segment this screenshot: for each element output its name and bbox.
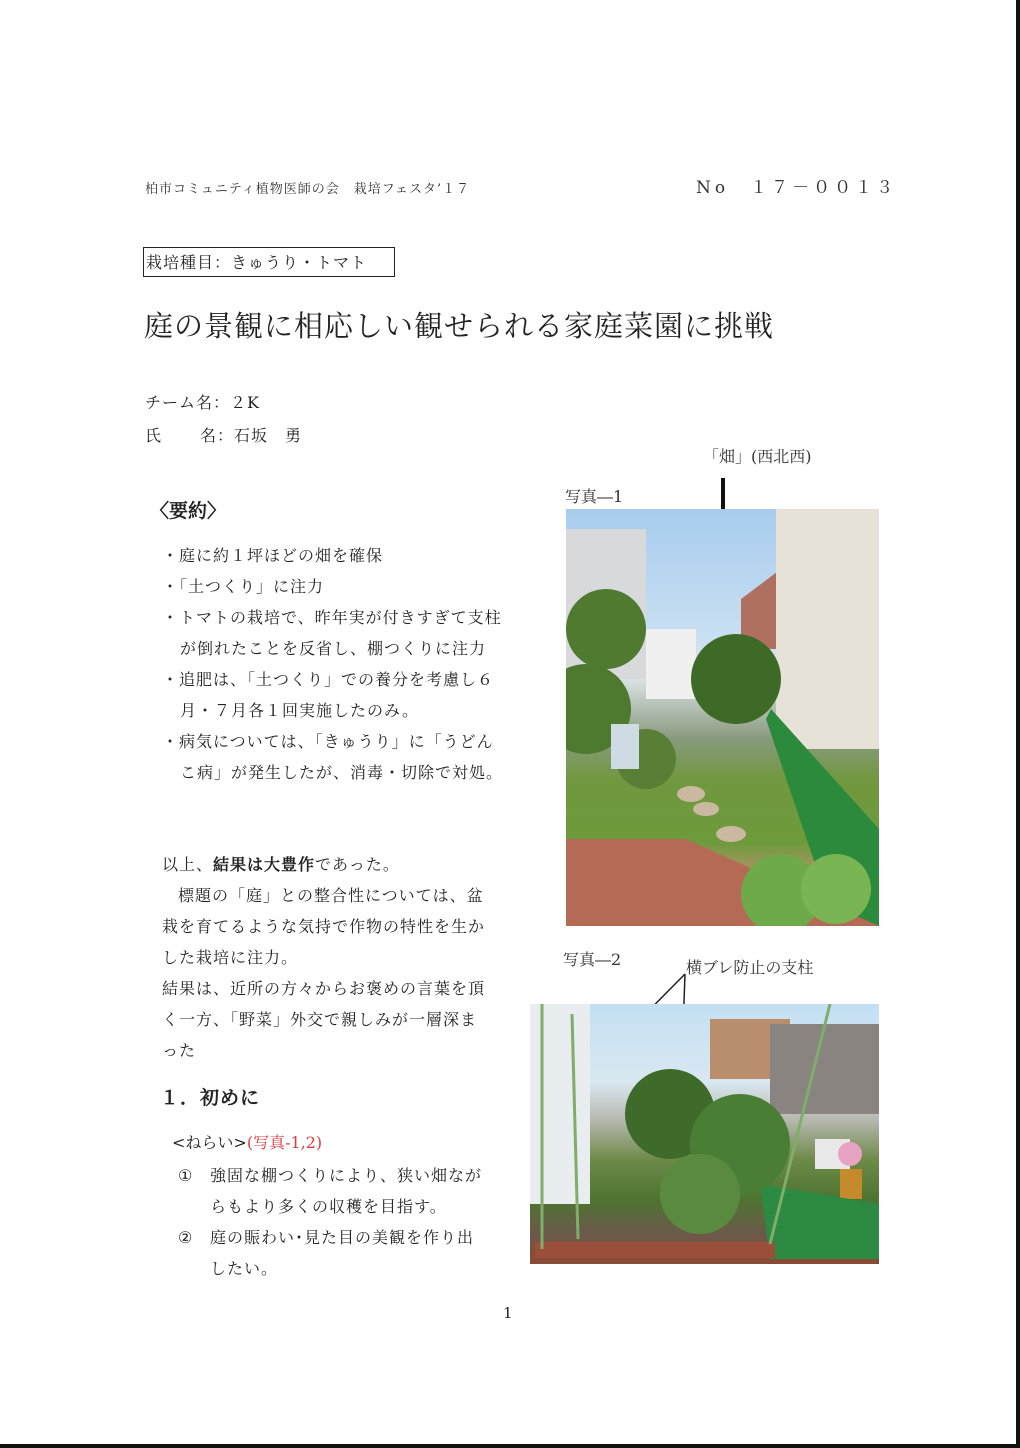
- aim-item-text: 強固な棚つくりにより、狭い畑なが: [210, 1166, 483, 1185]
- name-label-prefix: 氏: [145, 426, 163, 445]
- summary-bullet: ・庭に約１坪ほどの畑を確保: [162, 546, 384, 565]
- name-label-value: 名：石坂 勇: [200, 426, 303, 445]
- aim-item-text-cont: したい。: [210, 1259, 279, 1278]
- aim-photo-reference: (写真-1,2): [246, 1133, 323, 1152]
- document-number: No １７－００１３: [696, 178, 898, 198]
- photo1-annotation: 「畑」(西北西): [703, 447, 812, 466]
- summary-heading: 〈要約〉: [150, 500, 227, 522]
- aim-item-number: ①: [178, 1166, 194, 1185]
- result-suffix: であった。: [315, 855, 400, 874]
- aim-item-text: 庭の賑わい･見た目の美観を作り出: [210, 1228, 475, 1247]
- result-bold: 結果は大豊作: [213, 855, 316, 874]
- organization-header: 柏市コミュニティ植物医師の会 栽培フェスタ’１７: [145, 182, 471, 197]
- result-paragraph: 結果は、近所の方々からお褒めの言葉を頂く一方、「野菜」外交で親しみが一層深まった: [162, 979, 486, 1060]
- photo1-label: 写真―1: [565, 487, 624, 506]
- aim-label-text: <ねらい>: [172, 1133, 247, 1152]
- team-name: チーム名：２K: [145, 393, 260, 412]
- result-prefix: 以上、: [162, 855, 214, 874]
- aim-item-number: ②: [178, 1228, 194, 1247]
- summary-bullet: ・追肥は、「土つくり」での養分を考慮し６月・７月各１回実施したのみ。: [162, 670, 495, 720]
- summary-bullet: ・トマトの栽培で、昨年実が付きすぎて支柱が倒れたことを反省し、棚つくりに注力: [162, 608, 502, 658]
- aim-item: [178, 1222, 474, 1284]
- aim-label: [172, 1130, 322, 1153]
- aim-item-text-cont: らもより多くの収穫を目指す。: [210, 1197, 447, 1216]
- author-name: [145, 423, 302, 446]
- result-line: [162, 849, 492, 880]
- aim-list: [178, 1160, 498, 1290]
- summary-bullet: ・病気については、「きゅうり」に「うどんこ病」が発生したが、消毒・切除で対処。: [162, 732, 504, 782]
- summary-bullet-list: [162, 540, 510, 788]
- garden-harmony-paragraph: 標題の「庭」との整合性については、盆栽を育てるような気持で作物の特性を生かした栽培に注力。: [162, 886, 486, 967]
- photo2-label: 写真―2: [563, 950, 622, 969]
- garden-photo-1: [566, 509, 879, 926]
- page-number: 1: [503, 1304, 513, 1322]
- summary-paragraph: [162, 849, 492, 1066]
- section-heading: １．初めに: [160, 1087, 261, 1109]
- crop-type-box: 栽培種目：きゅうり・トマト: [143, 247, 395, 277]
- photo2-annotation: 横ブレ防止の支柱: [686, 958, 814, 977]
- summary-bullet: ・「土つくり」に注力: [162, 577, 325, 596]
- page-title: 庭の景観に相応しい観せられる家庭菜園に挑戦: [144, 309, 775, 343]
- garden-photo-2: [530, 1004, 879, 1264]
- aim-item: [178, 1160, 482, 1222]
